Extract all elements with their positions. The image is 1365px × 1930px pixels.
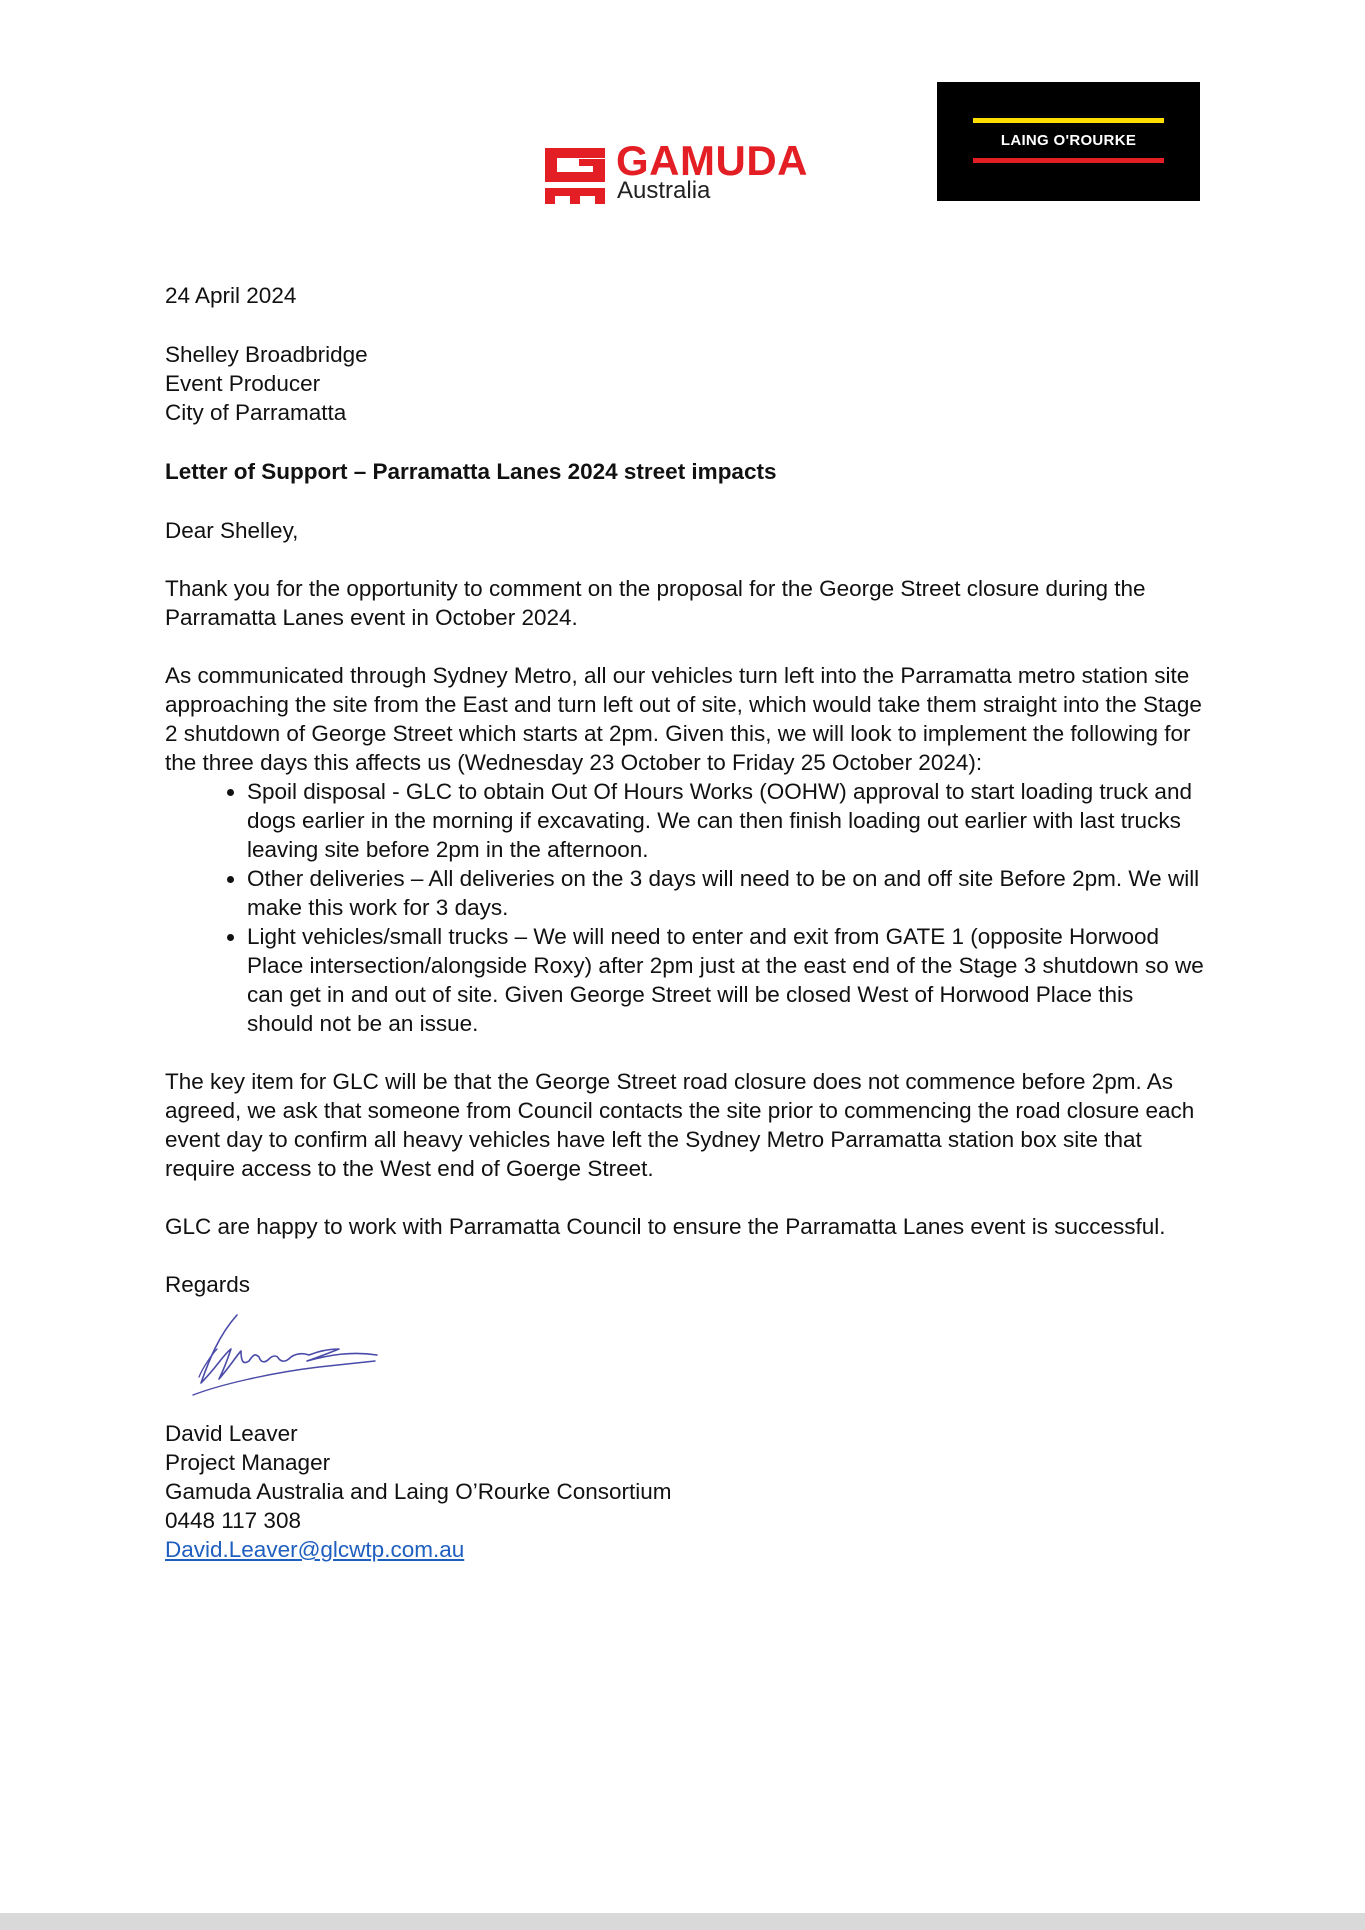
letter-subject: Letter of Support – Parramatta Lanes 2024 street impacts (165, 459, 777, 484)
gamuda-mark-icon (545, 148, 605, 204)
page-bottom-edge (0, 1913, 1365, 1930)
lor-wordmark: LAING O'ROURKE (1000, 132, 1137, 149)
paragraph-support: GLC are happy to work with Parramatta Council to ensure the Parramatta Lanes event is successful. (165, 1214, 1166, 1239)
recipient-block (165, 340, 1205, 427)
gamuda-wordmark: GAMUDA (616, 137, 808, 184)
recipient-organisation: City of Parramatta (165, 400, 347, 425)
signatory-organisation: Gamuda Australia and Laing O’Rourke Consortium (165, 1479, 672, 1504)
signatory-phone: 0448 117 308 (165, 1508, 301, 1533)
list-item: • Spoil disposal - GLC to obtain Out Of Hours Works (OOHW) approval to start loading truck and dogs earlier in the morning if excavating. We can then finish loading out earlier with last trucks leaving site before 2pm in the afternoon. (247, 777, 1205, 864)
letter-body (165, 281, 1205, 1564)
gamuda-region: Australia (617, 177, 711, 204)
lor-yellow-bar (973, 118, 1164, 123)
list-item: • Other deliveries – All deliveries on the 3 days will need to be on and off site Before 2pm. We will make this work for 3 days. (247, 864, 1205, 922)
salutation: Dear Shelley, (165, 518, 299, 543)
letter-date: 24 April 2024 (165, 283, 297, 308)
closing: Regards (165, 1272, 251, 1297)
signatory-name: David Leaver (165, 1421, 298, 1446)
lor-red-bar (973, 158, 1164, 163)
laing-orourke-logo (937, 82, 1200, 201)
signatory-email-link[interactable]: David.Leaver@glcwtp.com.au (165, 1537, 465, 1562)
paragraph-key-item: The key item for GLC will be that the George Street road closure does not commence before 2pm. As agreed, we ask that someone from Council contacts the site prior to commencing the road closure each event day to confirm all heavy vehicles have left the Sydney Metro Parramatta station box site that require access to the West end of Goerge Street. (165, 1069, 1195, 1181)
paragraph-intro: Thank you for the opportunity to comment on the proposal for the George Street closure during the Parramatta Lanes event in October 2024. (165, 576, 1146, 630)
recipient-title: Event Producer (165, 371, 321, 396)
recipient-name: Shelley Broadbridge (165, 342, 368, 367)
list-item: • Light vehicles/small trucks – We will need to enter and exit from GATE 1 (opposite Horwood Place intersection/alongside Roxy) after 2pm just at the east end of the Stage 3 shutdown so we can get in and out of site. Given George Street will be closed West of Horwood Place this should not be an issue. (247, 922, 1205, 1038)
paragraph-vehicles: As communicated through Sydney Metro, all our vehicles turn left into the Parramatta metro station site approaching the site from the East and turn left out of site, which would take them straight into the Stage 2 shutdown of George Street which starts at 2pm. Given this, we will look to implement the following for the three days this affects us (Wednesday 23 October to Friday 25 October 2024): (165, 663, 1202, 775)
signatory-block (165, 1419, 1205, 1564)
signatory-title: Project Manager (165, 1450, 331, 1475)
signature-image (179, 1305, 389, 1401)
measures-list (165, 777, 1205, 1038)
gamuda-logo (545, 137, 825, 204)
